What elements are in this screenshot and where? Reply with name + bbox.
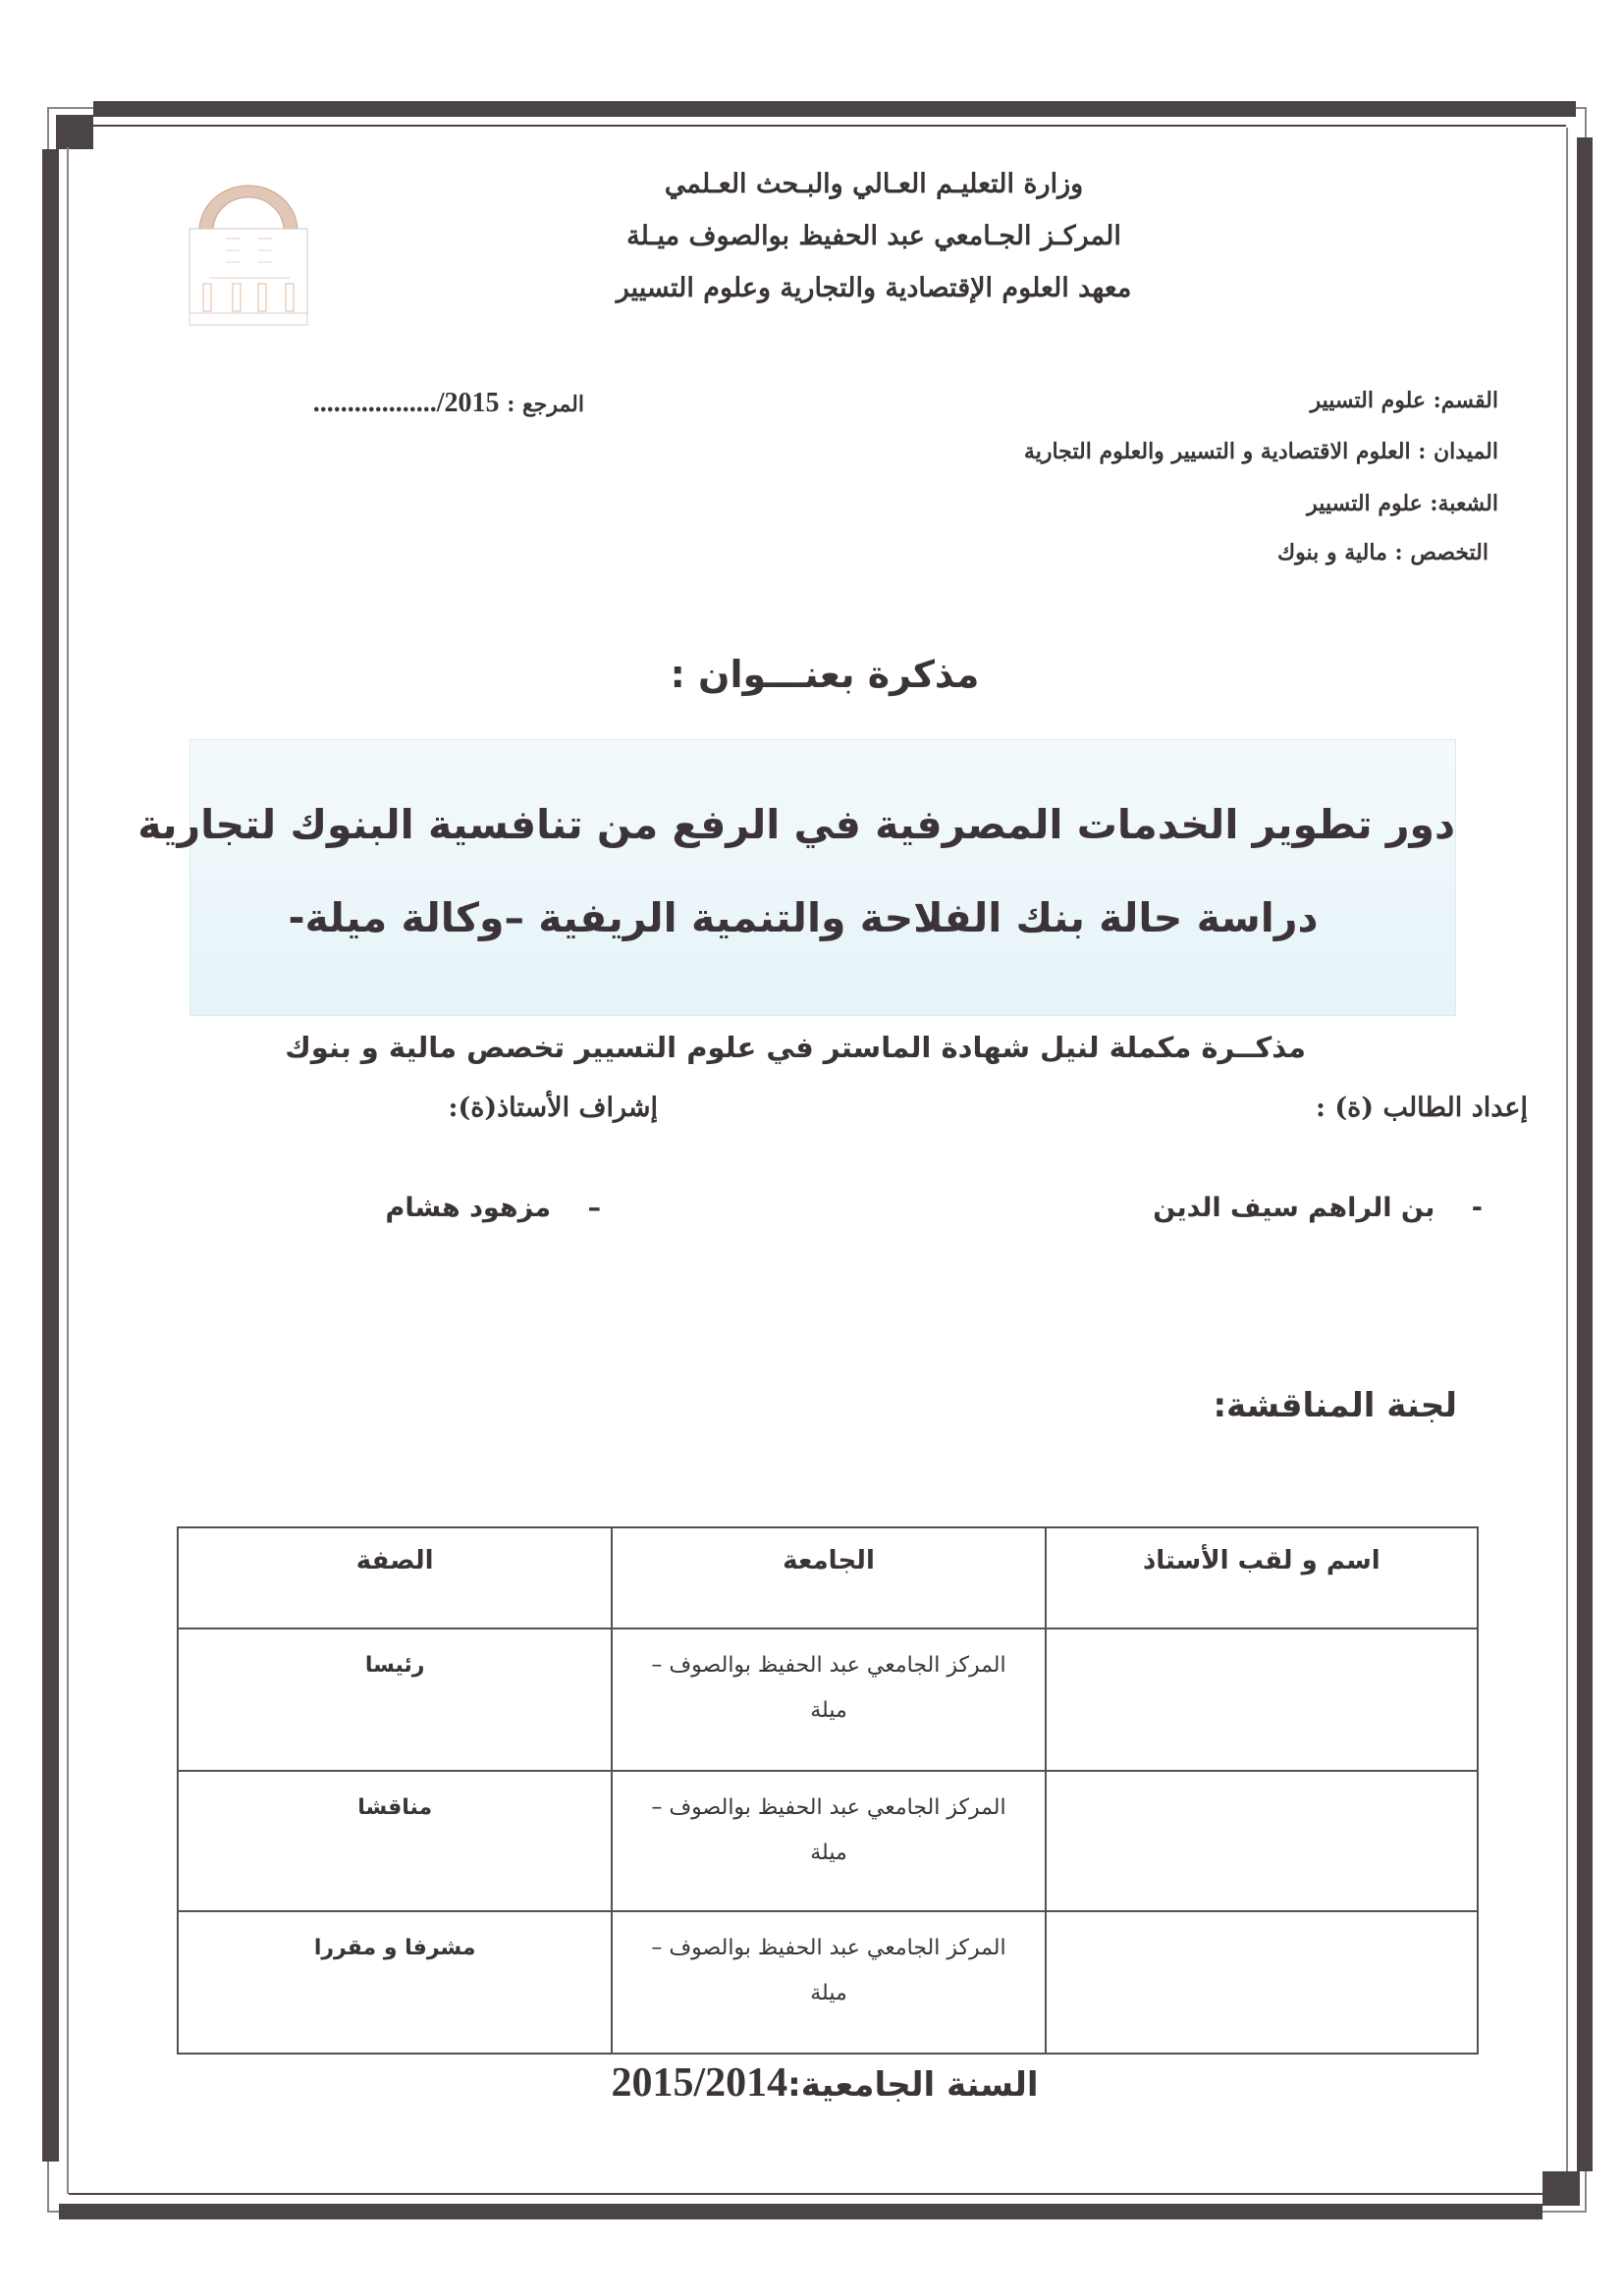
academic-year-value: 2015/2014 — [611, 2060, 788, 2106]
member-role-cell: مناقشا — [178, 1771, 612, 1911]
reference-value: ................../2015 — [312, 388, 500, 418]
column-header-role: الصفة — [178, 1527, 612, 1629]
student-label: إعداد الطالب (ة) : — [1315, 1093, 1528, 1123]
committee-table — [177, 1526, 1479, 2055]
logo-building-icon — [182, 182, 314, 329]
member-role-cell: مشرفا و مقررا — [178, 1911, 612, 2054]
table-row — [178, 1629, 1478, 1771]
supervisor-label: إشراف الأستاذ(ة): — [448, 1093, 658, 1123]
frame-inner-line-right — [1566, 128, 1568, 2171]
frame-inner-line-left — [67, 147, 69, 2194]
frame-inner-line-bottom — [69, 2193, 1543, 2195]
thesis-subtitle: مذكــرة مكملة لنيل شهادة الماستر في علوم التسيير تخصص مالية و بنوك — [285, 1031, 1306, 1064]
memo-heading: مذكرة بعنـــوان : — [670, 653, 980, 696]
student-name: بن الراهم سيف الدين — [1153, 1193, 1435, 1223]
thesis-title-line-1: دور تطوير الخدمات المصرفية في الرفع من تنافسية البنوك لتجارية — [137, 801, 1455, 848]
academic-year-label: السنة الجامعية: — [787, 2065, 1039, 2105]
supervisor-bullet: – — [587, 1193, 601, 1223]
column-header-name: اسم و لقب الأستاذ — [1046, 1527, 1478, 1629]
frame-inner-line-top — [93, 125, 1566, 127]
university-line-2: ميلة — [810, 1698, 847, 1723]
field: الميدان : العلوم الاقتصادية و التسيير والعلوم التجارية — [1023, 439, 1498, 464]
supervisor-entry — [386, 1193, 601, 1223]
frame-bar-bottom — [59, 2204, 1543, 2219]
university-line-1: المركز الجامعي عبد الحفيظ بوالصوف – — [651, 1795, 1006, 1820]
committee-table-header — [178, 1527, 1478, 1629]
university-line-1: المركز الجامعي عبد الحفيظ بوالصوف – — [651, 1653, 1006, 1678]
frame-corner-bottom-right — [1543, 2171, 1580, 2206]
university-center-name: المركـز الجـامعي عبد الحفيظ بوالصوف ميـلة — [626, 221, 1121, 251]
thesis-title-line-2: دراسة حالة بنك الفلاحة والتنمية الريفية –وكالة ميلة- — [288, 894, 1319, 941]
table-row — [178, 1771, 1478, 1911]
reference-label: المرجع : — [507, 392, 584, 417]
supervisor-name: مزهود هشام — [385, 1193, 552, 1223]
member-university-cell — [612, 1629, 1045, 1771]
reference-line — [231, 388, 584, 419]
column-header-university: الجامعة — [612, 1527, 1045, 1629]
academic-year — [550, 2059, 1100, 2107]
university-logo — [182, 182, 314, 329]
member-name-cell — [1046, 1911, 1478, 2054]
frame-bar-top — [93, 101, 1576, 117]
institute-name: معهد العلوم الإقتصادية والتجارية وعلوم التسيير — [616, 273, 1132, 303]
student-bullet: - — [1471, 1193, 1483, 1223]
table-row — [178, 1911, 1478, 2054]
member-university-cell — [612, 1771, 1045, 1911]
frame-corner-top-left — [56, 115, 93, 149]
member-name-cell — [1046, 1771, 1478, 1911]
committee-heading: لجنة المناقشة: — [1213, 1386, 1457, 1425]
frame-bar-right — [1577, 137, 1593, 2171]
university-line-2: ميلة — [810, 1841, 847, 1865]
student-entry — [1153, 1193, 1483, 1223]
department: القسم: علوم التسيير — [1310, 388, 1498, 413]
ministry-name: وزارة التعليـم العـالي والبـحث العـلمي — [664, 169, 1084, 199]
member-university-cell — [612, 1911, 1045, 2054]
frame-bar-left — [42, 149, 59, 2162]
branch: الشعبة: علوم التسيير — [1307, 491, 1498, 516]
member-name-cell — [1046, 1629, 1478, 1771]
university-line-2: ميلة — [810, 1981, 847, 2005]
university-line-1: المركز الجامعي عبد الحفيظ بوالصوف – — [651, 1936, 1006, 1960]
thesis-title-box — [137, 739, 1456, 1016]
member-role-cell: رئيسا — [178, 1629, 612, 1771]
specialty: التخصص : مالية و بنوك — [1277, 540, 1489, 565]
